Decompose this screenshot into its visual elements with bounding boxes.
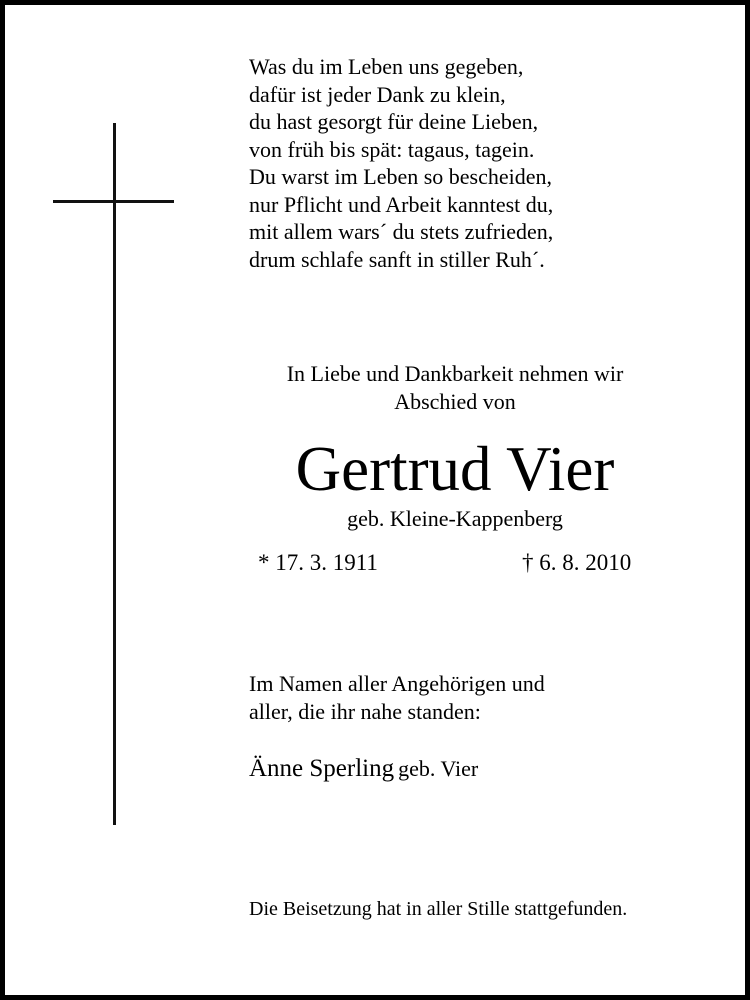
poem-line: nur Pflicht und Arbeit kanntest du, bbox=[249, 191, 554, 217]
mourners-line-1: Im Namen aller Angehörigen und bbox=[249, 671, 545, 696]
poem-line: drum schlafe sanft in stiller Ruh´. bbox=[249, 246, 545, 272]
signer-name: Änne Sperling bbox=[249, 755, 395, 782]
signer bbox=[249, 753, 478, 788]
poem-line: dafür ist jeder Dank zu klein, bbox=[249, 81, 506, 107]
signer-birth-name: geb. Vier bbox=[398, 756, 479, 781]
announcement-line-2: Abschied von bbox=[394, 389, 516, 414]
cross-horizontal-beam bbox=[53, 200, 174, 203]
burial-note: Die Beisetzung hat in aller Stille stattgefunden. bbox=[249, 898, 628, 920]
memorial-poem bbox=[249, 53, 553, 273]
deceased-name: Gertrud Vier bbox=[295, 434, 615, 504]
announcement-line-1: In Liebe und Dankbarkeit nehmen wir bbox=[286, 361, 624, 386]
poem-line: du hast gesorgt für deine Lieben, bbox=[249, 109, 539, 134]
poem-line: Was du im Leben uns gegeben, bbox=[249, 54, 524, 79]
cross-vertical-beam bbox=[113, 123, 116, 825]
poem-line: mit allem wars´ du stets zufrieden, bbox=[249, 219, 554, 244]
poem-line: von früh bis spät: tagaus, tagein. bbox=[249, 136, 535, 162]
birth-date: * 17. 3. 1911 bbox=[258, 550, 378, 575]
deceased-birth-name: geb. Kleine-Kappenberg bbox=[347, 506, 563, 531]
poem-line: Du warst im Leben so bescheiden, bbox=[249, 164, 553, 189]
death-date: † 6. 8. 2010 bbox=[522, 550, 632, 575]
obituary-notice bbox=[5, 5, 745, 995]
mourners-line-2: aller, die ihr nahe standen: bbox=[249, 699, 481, 724]
